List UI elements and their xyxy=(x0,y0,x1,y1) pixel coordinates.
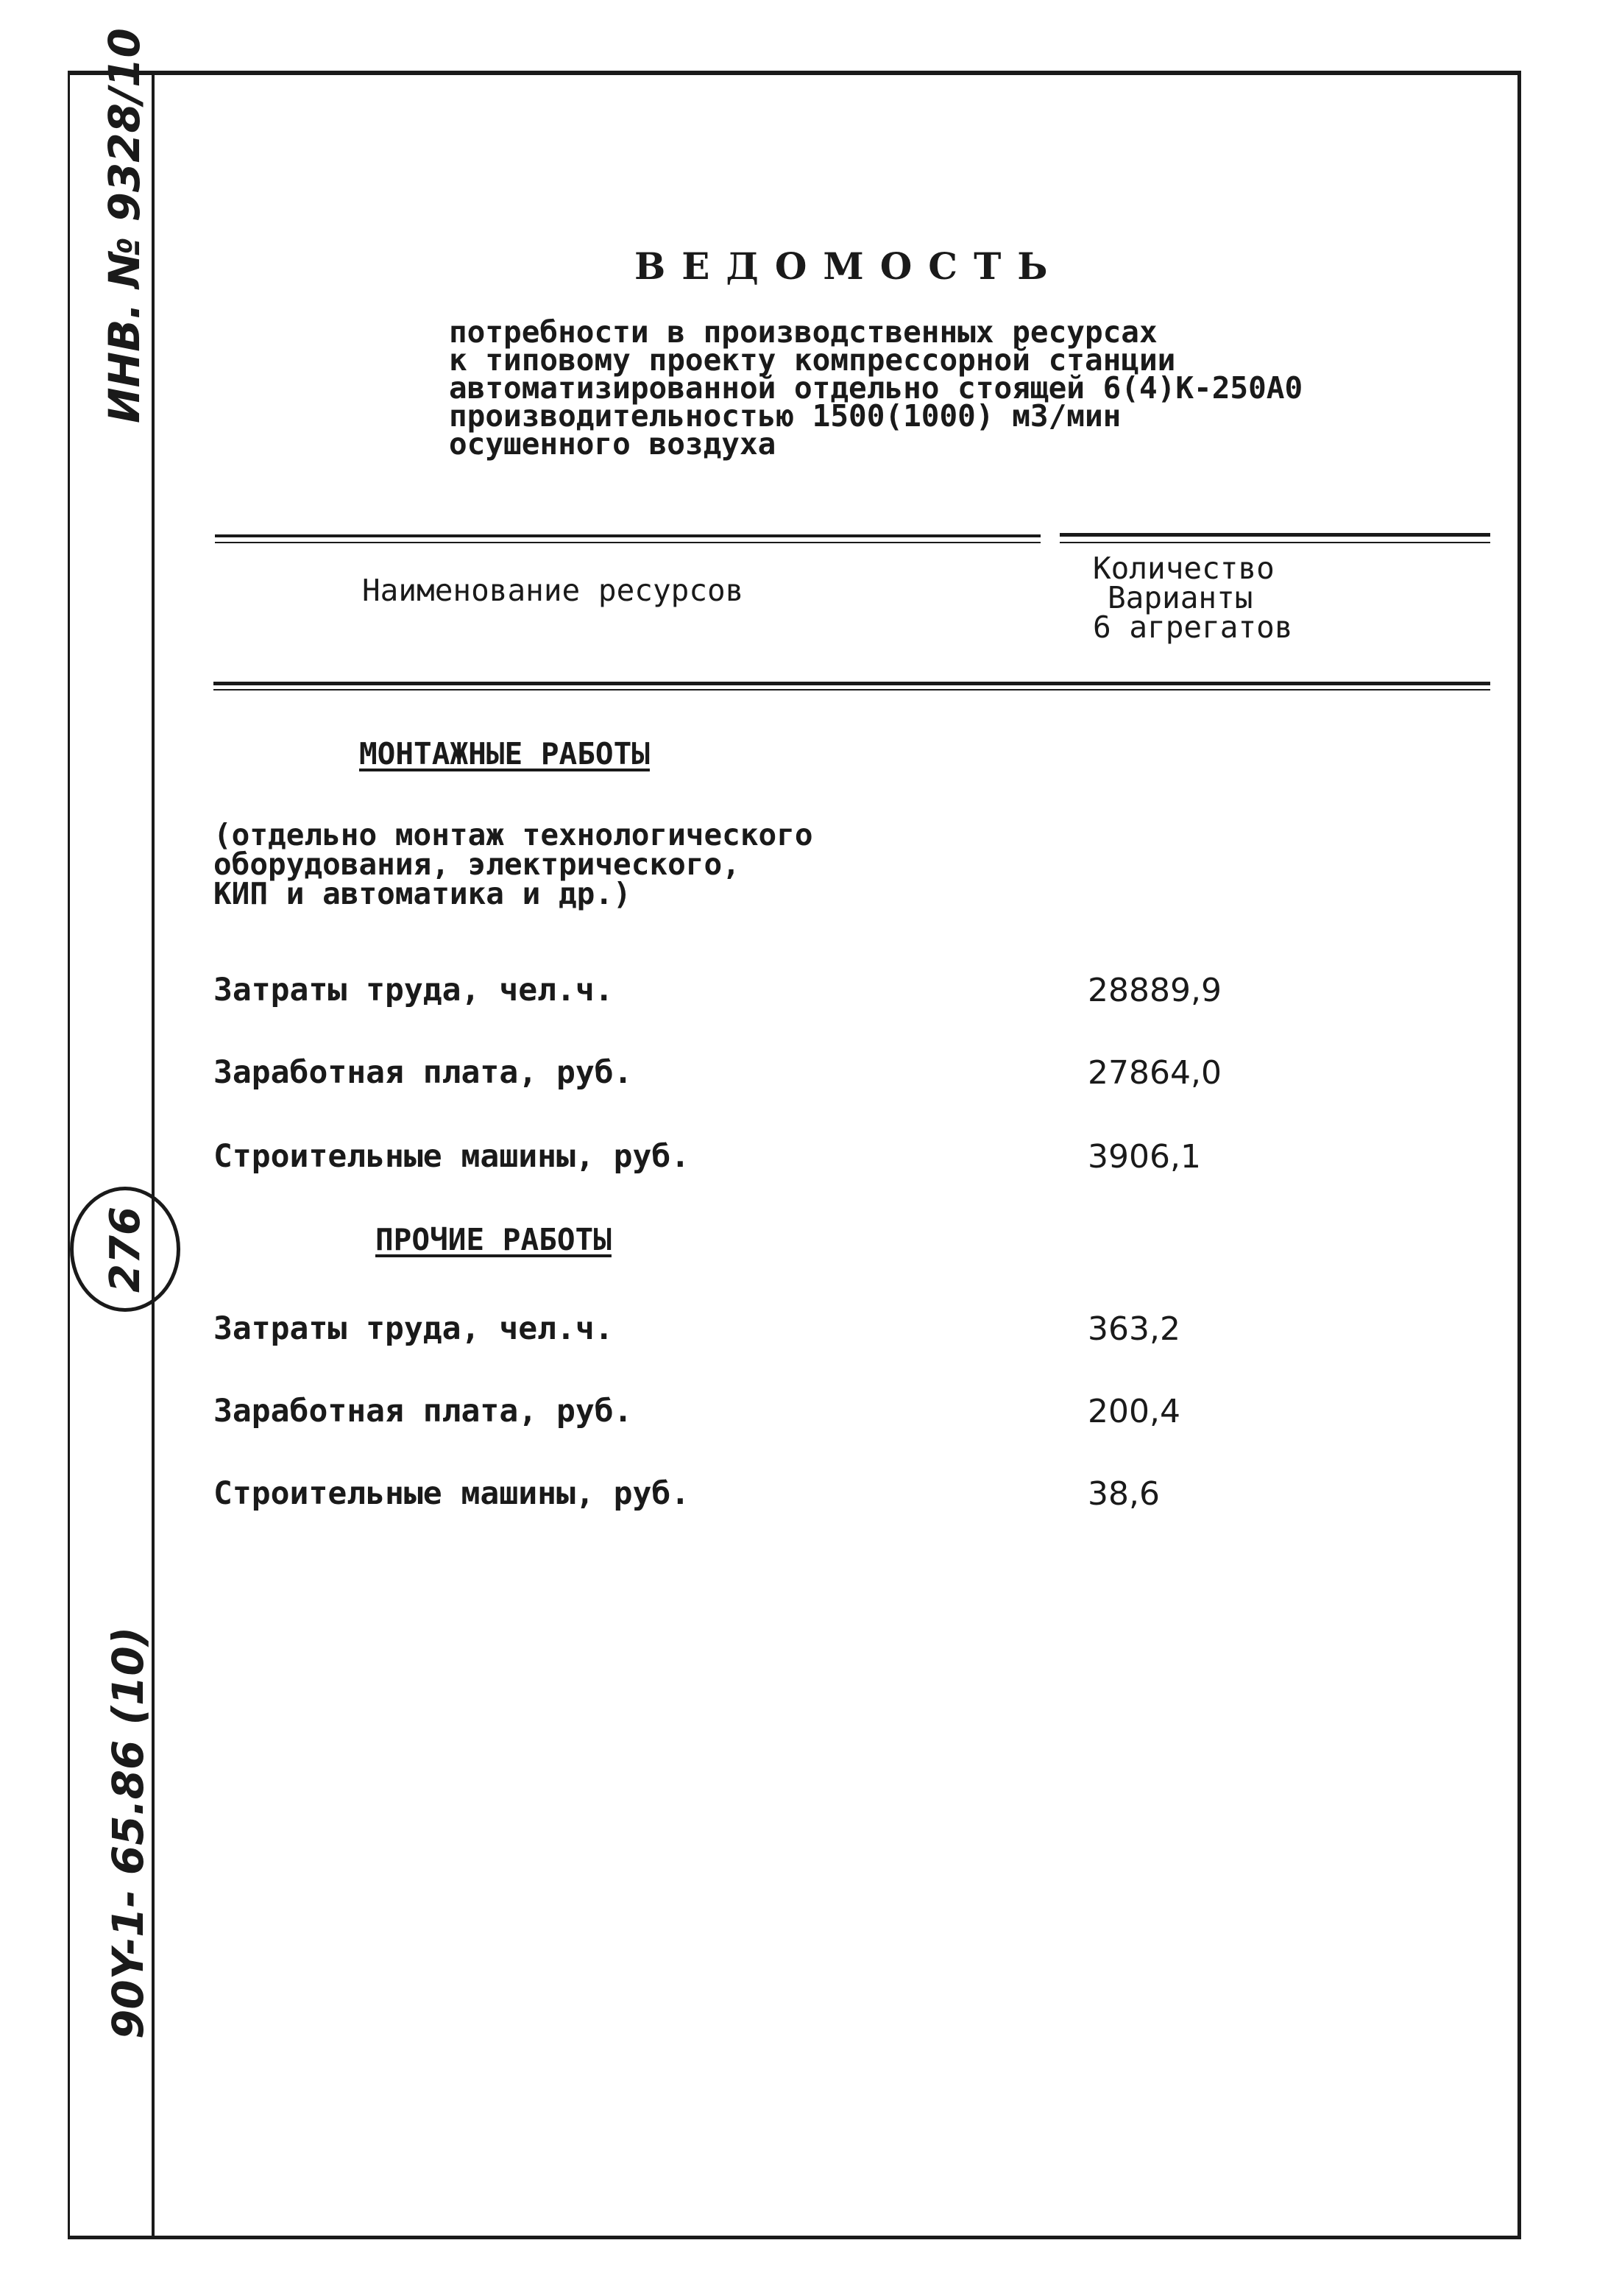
resource-value: 363,2 xyxy=(1088,1310,1180,1348)
table-top-rule xyxy=(1060,533,1490,537)
section-title: МОНТАЖНЫЕ РАБОТЫ xyxy=(359,736,650,771)
inventory-number: ИНВ. № 9328/10 xyxy=(99,28,149,423)
column-header-line: Количество xyxy=(1093,551,1275,586)
note-line: (отдельно монтаж технологического xyxy=(213,817,813,852)
section-title: ПРОЧИЕ РАБОТЫ xyxy=(375,1222,612,1257)
note-line: КИП и автоматика и др.) xyxy=(213,876,631,911)
column-header-quantity xyxy=(1093,551,1293,645)
document-subtitle xyxy=(449,314,1303,462)
table-header-rule xyxy=(213,689,1490,690)
page-number-stamp xyxy=(70,1187,180,1312)
resource-label: Строительные машины, руб. xyxy=(213,1475,690,1512)
page-number: 276 xyxy=(101,1206,149,1293)
note-line: оборудования, электрического, xyxy=(213,847,740,882)
resource-label: Затраты труда, чел.ч. xyxy=(213,972,614,1009)
document-code: 90Y-1- 65.86 (10) xyxy=(103,1626,153,2039)
column-header-line: Варианты xyxy=(1108,580,1253,615)
subtitle-line: к типовому проекту компрессорной станции xyxy=(449,342,1176,378)
resource-label: Строительные машины, руб. xyxy=(213,1138,690,1175)
column-header-name: Наименование ресурсов xyxy=(362,573,744,608)
resource-label: Заработная плата, руб. xyxy=(213,1054,633,1091)
table-top-rule xyxy=(215,542,1041,543)
resource-label: Заработная плата, руб. xyxy=(213,1393,633,1430)
resource-value: 3906,1 xyxy=(1088,1138,1201,1176)
column-header-line: 6 агрегатов xyxy=(1093,610,1293,645)
subtitle-line: потребности в производственных ресурсах xyxy=(449,314,1158,350)
table-top-rule xyxy=(215,534,1041,537)
resource-label: Затраты труда, чел.ч. xyxy=(213,1310,614,1347)
resource-value: 28889,9 xyxy=(1088,972,1222,1009)
table-top-rule xyxy=(1060,542,1490,543)
section-note xyxy=(213,817,813,911)
subtitle-line: автоматизированной отдельно стоящей 6(4)К-250А0 xyxy=(449,370,1303,406)
subtitle-line: осушенного воздуха xyxy=(449,426,776,462)
resource-value: 38,6 xyxy=(1088,1475,1160,1513)
table-header-rule xyxy=(213,682,1490,685)
subtitle-line: производительностью 1500(1000) м3/мин xyxy=(449,398,1122,434)
resource-value: 27864,0 xyxy=(1088,1054,1222,1092)
resource-value: 200,4 xyxy=(1088,1393,1180,1430)
document-title: ВЕДОМОСТЬ xyxy=(634,244,1064,288)
